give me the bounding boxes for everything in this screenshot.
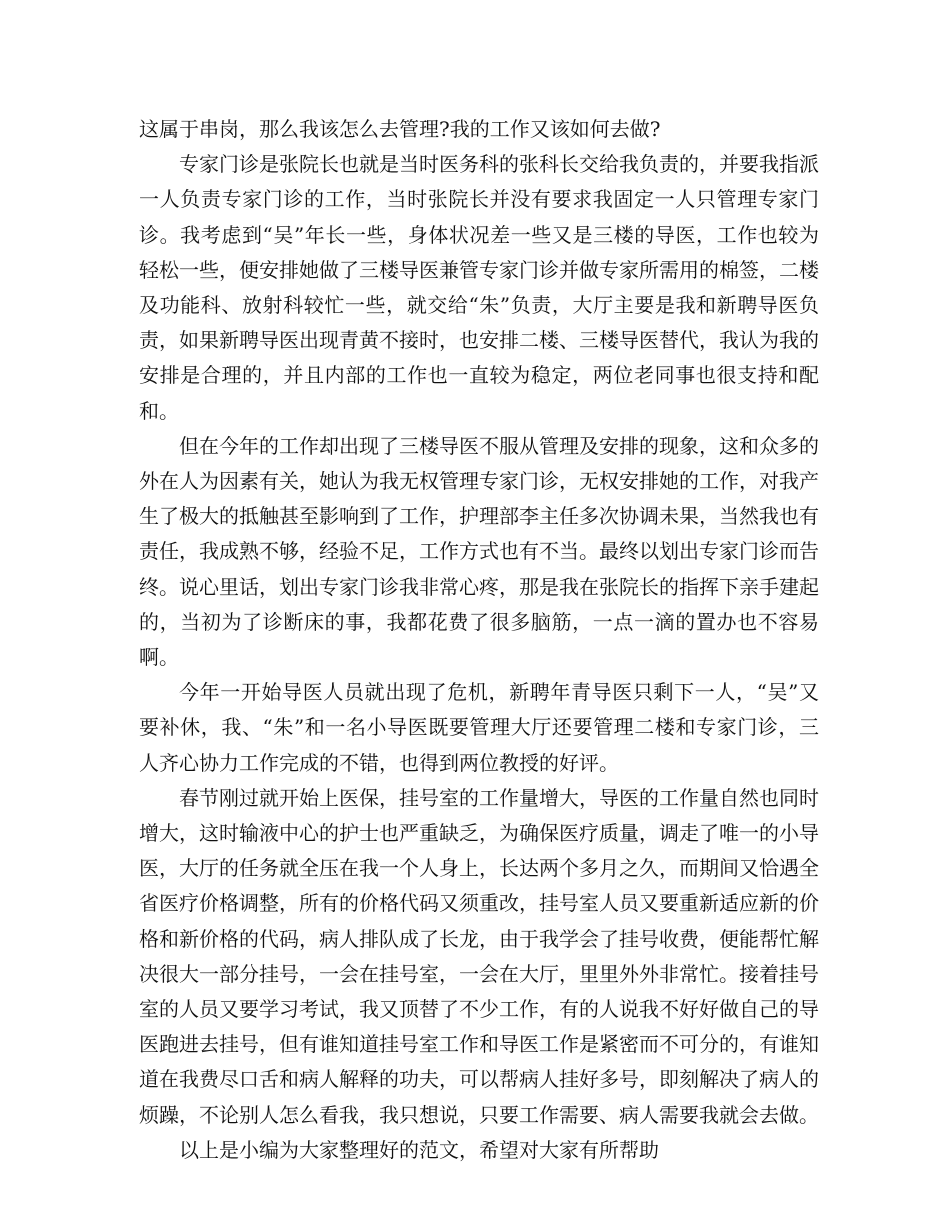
paragraph-conflict: 但在今年的工作却出现了三楼导医不服从管理及安排的现象，这和众多的外在人为因素有关，她认为我无权管理专家门诊，无权安排她的工作，对我产生了极大的抵触甚至影响到了工作，护理部李主任多次协调未果，当然我也有责任，我成熟不够，经验不足，工作方式也有不当。最终以划出专家门诊而告终。说心里话，划出专家门诊我非常心疼，那是我在张院长的指挥下亲手建起的，当初为了诊断床的事，我都花费了很多脑筋，一点一滴的置办也不容易啊。 [139, 433, 819, 670]
paragraph-spring-festival: 春节刚过就开始上医保，挂号室的工作量增大，导医的工作量自然也同时增大，这时输液中心的护士也严重缺乏，为确保医疗质量，调走了唯一的小导医，大厅的任务就全压在我一个人身上，长达两个多月之久，而期间又恰遇全省医疗价格调整，所有的价格代码又须重改，挂号室人员又要重新适应新的价格和新价格的代码，病人排队成了长龙，由于我学会了挂号收费，便能帮忙解决很大一部分挂号，一会在挂号室，一会在大厅，里里外外非常忙。接着挂号室的人员又要学习考试，我又顶替了不少工作，有的人说我不好好做自己的导医跑进去挂号，但有谁知道挂号室工作和导医工作是紧密而不可分的，有谁知道在我费尽口舌和病人解释的功夫，可以帮病人挂好多号，即刻解决了病人的烦躁，不论别人怎么看我，我只想说，只要工作需要、病人需要我就会去做。 [139, 785, 819, 1127]
paragraph-staff-crisis: 今年一开始导医人员就出现了危机，新聘年青导医只剩下一人，“吴”又要补休，我、“朱”和一名小导医既要管理大厅还要管理二楼和专家门诊，三人齐心协力工作完成的不错，也得到两位教授的好评。 [139, 680, 819, 775]
paragraph-expert-clinic: 专家门诊是张院长也就是当时医务科的张科长交给我负责的，并要我指派一人负责专家门诊的工作，当时张院长并没有要求我固定一人只管理专家门诊。我考虑到“吴”年长一些，身体状况差一些又是三楼的导医，工作也较为轻松一些，便安排她做了三楼导医兼管专家门诊并做专家所需用的棉签，二楼及功能科、放射科较忙一些，就交给“朱”负责，大厅主要是我和新聘导医负责，如果新聘导医出现青黄不接时，也安排二楼、三楼导医替代，我认为我的安排是合理的，并且内部的工作也一直较为稳定，两位老同事也很支持和配和。 [139, 152, 819, 423]
document-page [139, 112, 819, 1168]
paragraph-closing: 以上是小编为大家整理好的范文，希望对大家有所帮助 [179, 1137, 659, 1162]
paragraph-continuation: 这属于串岗，那么我该怎么去管理?我的工作又该如何去做? [139, 117, 661, 141]
